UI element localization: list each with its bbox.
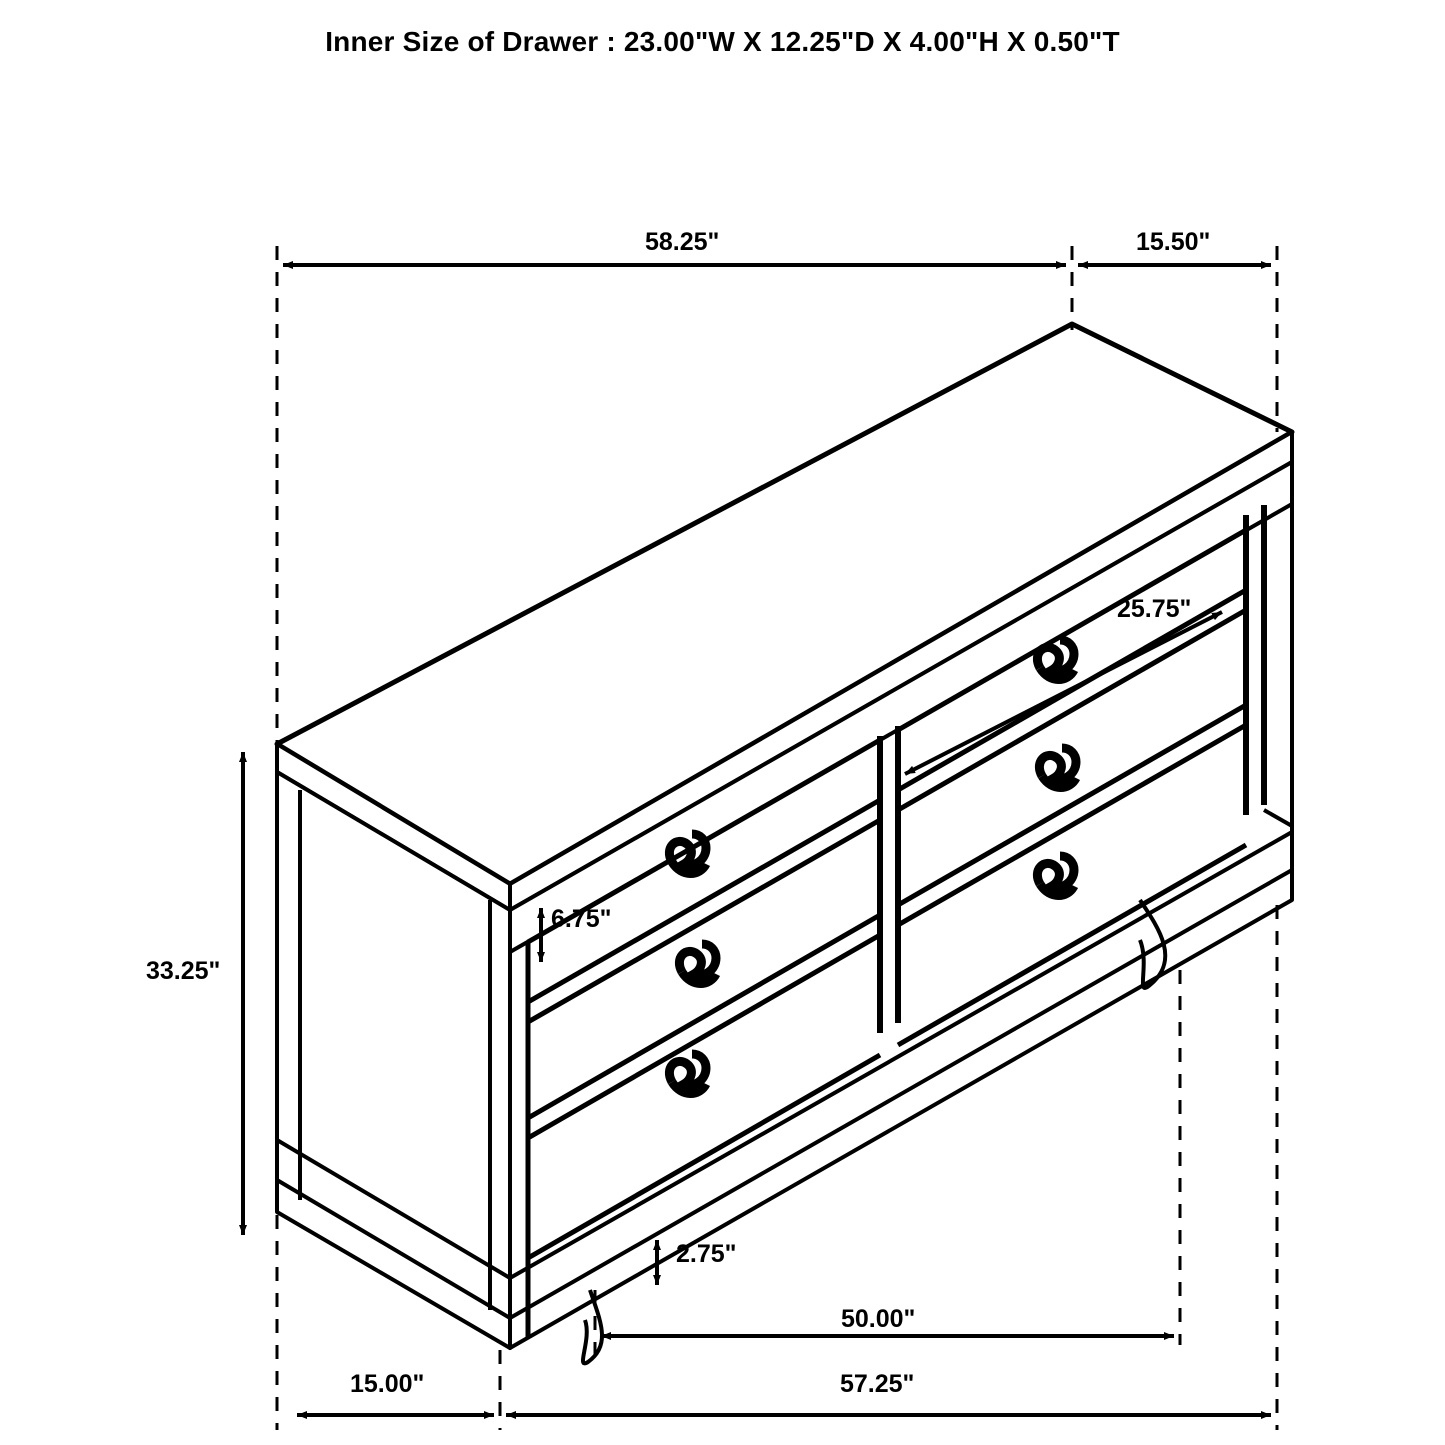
dimension-label-top-width: 58.25" [645,228,720,256]
dimension-label-depth-diagonal: 25.75" [1117,595,1192,623]
dimension-label-base-left-depth: 15.00" [350,1370,425,1398]
dimension-label-base-height: 2.75" [676,1240,737,1268]
page-title: Inner Size of Drawer : 23.00"W X 12.25"D X 4.00"H X 0.50"T [325,26,1120,57]
dimension-label-drawer-height: 6.75" [551,905,612,933]
dimension-label-total-height: 33.25" [146,957,221,985]
dresser-body [277,324,1292,1363]
dimension-label-base-inner-width: 50.00" [841,1305,916,1333]
dimension-label-top-overhang-right: 15.50" [1136,228,1211,256]
dimension-label-base-total-width: 57.25" [840,1370,915,1398]
